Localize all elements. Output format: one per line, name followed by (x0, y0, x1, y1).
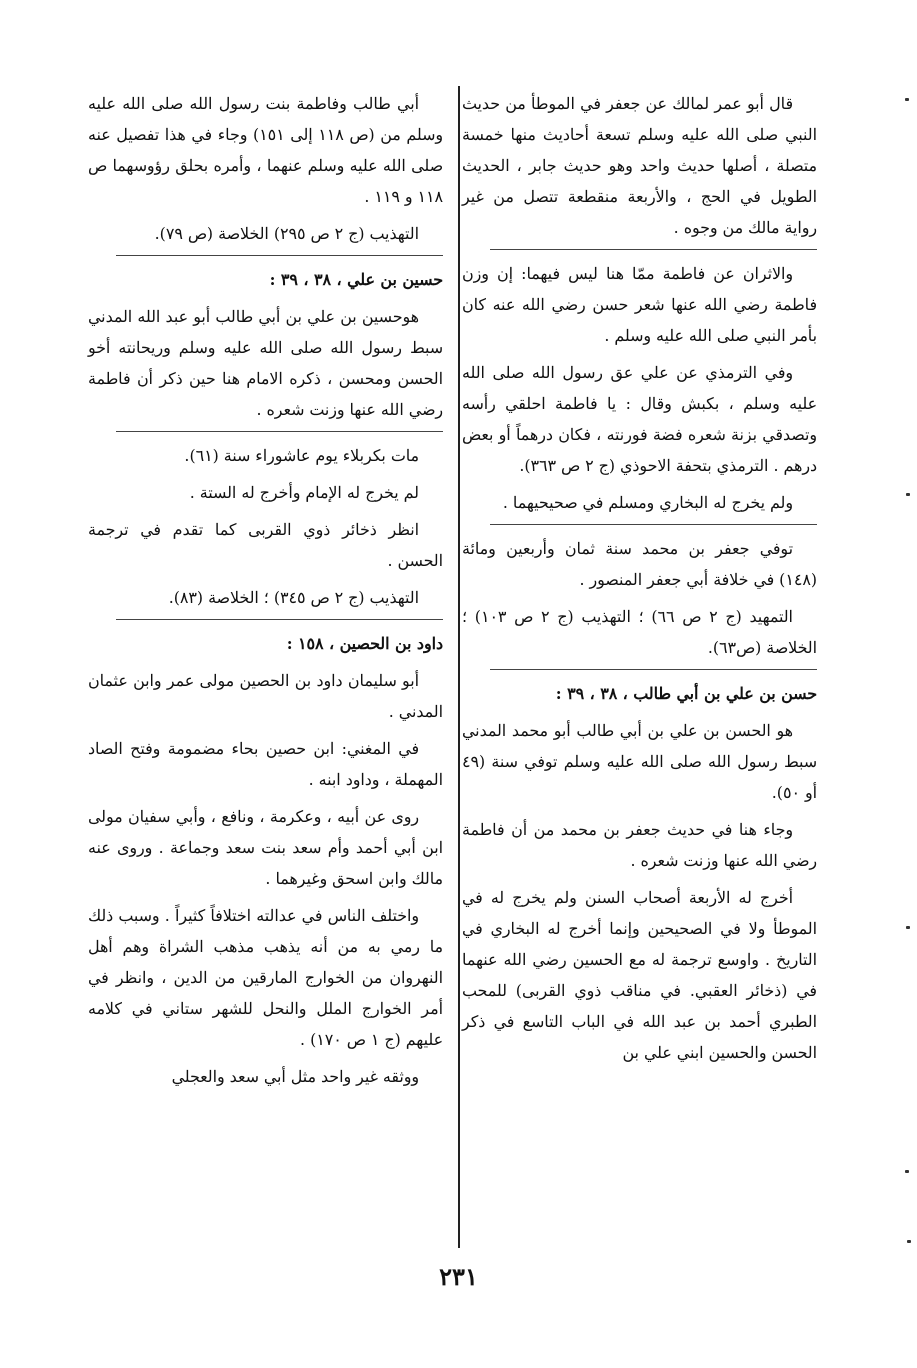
entry-heading: حسين بن علي ، ٣٨ ، ٣٩ : (269, 270, 443, 289)
paragraph: واختلف الناس في عدالته اختلافاً كثيراً . وسبب ذلك ما رمي به من أنه يذهب مذهب الشراة وهم أهل النهروان من الخوارج المارقين من الدين ، وانظر في أمر الخوارج الملل والنحل للشهر ستاني في كلامه عليهم (ج ١ ص ١٧٠) . (88, 906, 443, 1049)
paragraph: وجاء هنا في حديث جعفر بن محمد من أن فاطمة رضي الله عنها وزنت شعره . (462, 820, 817, 870)
right-column (462, 88, 817, 1074)
paragraph: لم يخرج له الإمام وأخرج له الستة . (189, 483, 419, 502)
entry-heading: داود بن الحصين ، ١٥٨ : (286, 634, 443, 653)
separator-rule (116, 619, 443, 620)
paragraph: توفي جعفر بن محمد سنة ثمان وأربعين ومائة (١٤٨) في خلافة أبي جعفر المنصور . (462, 539, 817, 589)
column-divider (458, 86, 460, 1248)
paragraph: ولم يخرج له البخاري ومسلم في صحيحيهما . (502, 493, 793, 512)
margin-mark (907, 1240, 911, 1243)
paragraph: في المغني: ابن حصين بحاء مضمومة وفتح الصاد المهملة ، وداود ابنه . (88, 739, 443, 789)
paragraph: أبو سليمان داود بن الحصين مولى عمر وابن عثمان المدني . (88, 671, 443, 721)
separator-rule (490, 524, 817, 525)
margin-mark (906, 493, 910, 496)
separator-rule (116, 255, 443, 256)
separator-rule (490, 669, 817, 670)
left-column (88, 88, 443, 1098)
paragraph: روى عن أبيه ، وعكرمة ، ونافع ، وأبي سفيان مولى ابن أبي أحمد وأم سعد بنت سعد وجماعة . وروى عنه مالك وابن اسحق وغيرهما . (88, 807, 443, 888)
entry-heading: حسن بن علي بن أبي طالب ، ٣٨ ، ٣٩ : (555, 684, 817, 703)
margin-mark (905, 1170, 909, 1173)
paragraph: هوحسين بن علي بن أبي طالب أبو عبد الله المدني سبط رسول الله صلى الله عليه وسلم وريحانته أخو الحسن ومحسن ، ذكره الامام هنا حين ذكر أن فاطمة رضي الله عنها وزنت شعره . (88, 307, 443, 419)
paragraph: أبي طالب وفاطمة بنت رسول الله صلى الله عليه وسلم من (ص ١١٨ إلى ١٥١) وجاء في هذا تفصيل عنه صلى الله عليه وسلم عنهما ، وأمره بحلق رؤوسهما ص ١١٨ و ١١٩ . (88, 94, 443, 206)
separator-rule (116, 431, 443, 432)
paragraph: هو الحسن بن علي بن أبي طالب أبو محمد المدني سبط رسول الله صلى الله عليه وسلم توفي سنة (٤٩ أو ٥٠). (462, 721, 817, 802)
paragraph: التمهيد (ج ٢ ص ٦٦) ؛ التهذيب (ج ٢ ص ١٠٣) ؛ الخلاصة (ص٦٣). (462, 607, 817, 657)
page-number: ٢٣١ (439, 1262, 478, 1291)
separator-rule (490, 249, 817, 250)
paragraph: أخرج له الأربعة أصحاب السنن ولم يخرج له في الموطأ ولا في الصحيحين وإنما أخرج له البخاري في التاريخ . واوسع ترجمة له مع الحسين رضي الله عنهما في (ذخائر العقبي. في مناقب ذوي القربى) للمحب الطبري أحمد بن عبد الله في الباب التاسع في ذكر الحسن والحسين ابني علي بن (462, 888, 817, 1062)
paragraph: انظر ذخائر ذوي القربى كما تقدم في ترجمة الحسن . (88, 520, 443, 570)
margin-mark (906, 926, 910, 929)
paragraph: والاثران عن فاطمة ممّا هنا ليس فيهما: إن وزن فاطمة رضي الله عنها شعر حسن رضي الله عنه كان بأمر النبي صلى الله عليه وسلم . (462, 264, 817, 345)
paragraph: قال أبو عمر لمالك عن جعفر في الموطأ من حديث النبي صلى الله عليه وسلم تسعة أحاديث منها خمسة متصلة ، أصلها حديث واحد وهو حديث جابر ، الحديث الطويل في الحج ، والأربعة منقطعة تتصل من غير رواية مالك من وجوه . (462, 94, 817, 237)
paragraph: مات بكربلاء يوم عاشوراء سنة (٦١). (184, 446, 419, 465)
paragraph: ووثقه غير واحد مثل أبي سعد والعجلي (171, 1067, 419, 1086)
paragraph: التهذيب (ج ٢ ص ٢٩٥) الخلاصة (ص ٧٩). (154, 224, 419, 243)
paragraph: التهذيب (ج ٢ ص ٣٤٥) ؛ الخلاصة (٨٣). (168, 588, 419, 607)
margin-mark (905, 98, 909, 101)
paragraph: وفي الترمذي عن علي عق رسول الله صلى الله عليه وسلم ، بكبش وقال : يا فاطمة احلقي رأسه وتصدقي بزنة شعره فضة فورنته ، فكان درهماً أو بعض درهم . الترمذي بتحفة الاحوذي (ج ٢ ص ٣٦٣). (462, 363, 817, 475)
